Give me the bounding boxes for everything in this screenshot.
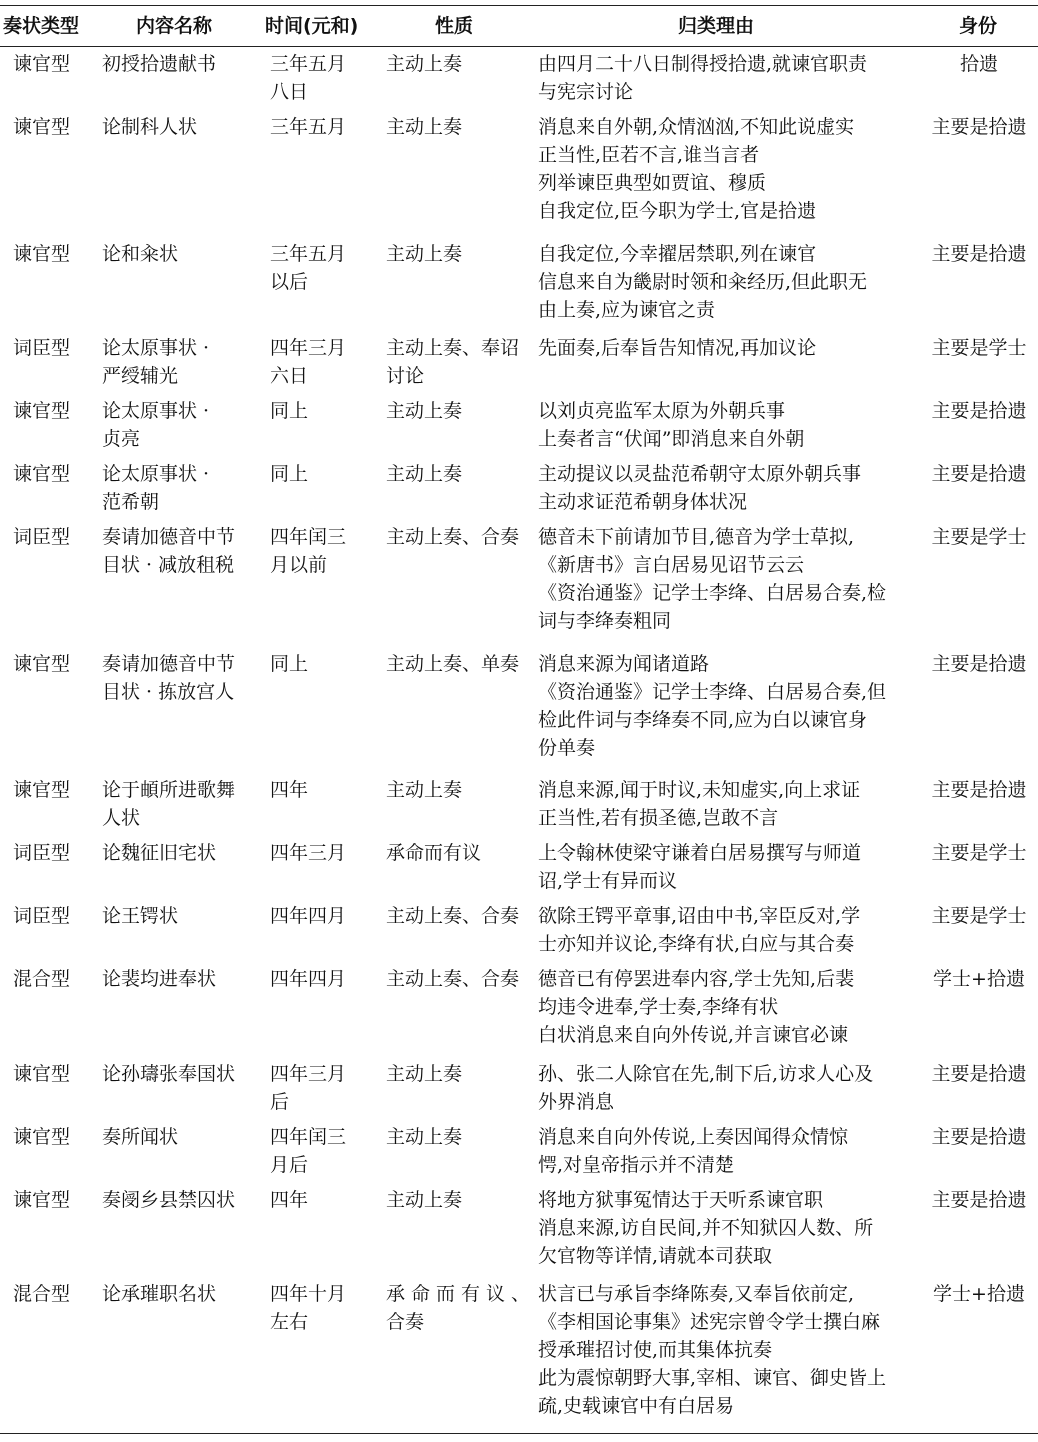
- cell-time: [270, 650, 378, 678]
- cell-role: 主要是拾遗: [931, 1063, 1027, 1085]
- cell-name-line: 论裴均进奉状: [102, 968, 217, 990]
- cell-time-line: 以后: [270, 271, 309, 293]
- cell-time-line: 月后: [270, 1154, 309, 1176]
- cell-reason-line: 与宪宗讨论: [538, 81, 634, 103]
- cell-reason-line: 信息来自为畿尉时领和籴经历,但此职无: [538, 271, 868, 293]
- cell-type: 混合型: [13, 1283, 71, 1305]
- cell-name: [102, 1280, 260, 1308]
- cell-reason: [538, 240, 913, 324]
- cell-reason-line: 检此件词与李绛奏不同,应为白以谏官身: [538, 709, 868, 731]
- cell-type: 谏官型: [13, 463, 71, 485]
- cell-reason-line: 欠官物等详情,请就本司获取: [538, 1245, 773, 1267]
- cell-time-line: 四年四月: [270, 968, 347, 990]
- cell-role: 主要是拾遗: [931, 463, 1027, 485]
- cell-type: 词臣型: [13, 842, 71, 864]
- cell-time-line: 四年: [270, 1189, 309, 1211]
- cell-time-line: 三年五月: [270, 53, 347, 75]
- cell-name: [102, 397, 260, 453]
- cell-nature-line: 讨论: [386, 365, 425, 387]
- cell-time-line: 四年三月: [270, 1063, 347, 1085]
- cell-name: [102, 650, 260, 706]
- cell-reason-line: 《资治通鉴》记学士李绛、白居易合奏,但: [538, 681, 887, 703]
- cell-type: 谏官型: [13, 1126, 71, 1148]
- cell-time-line: 月以前: [270, 554, 328, 576]
- cell-nature-line: 主动上奏: [386, 116, 463, 138]
- cell-role: 拾遗: [959, 53, 998, 75]
- cell-type: 谏官型: [13, 779, 71, 801]
- cell-reason: [538, 1060, 913, 1116]
- cell-type: 混合型: [13, 968, 71, 990]
- cell-time-line: 八日: [270, 81, 309, 103]
- cell-reason: [538, 113, 913, 225]
- cell-reason-line: 词与李绛奏粗同: [538, 610, 672, 632]
- cell-nature-line: 主动上奏、单奏: [386, 653, 520, 675]
- cell-reason-line: 消息来源,访自民间,并不知狱囚人数、所: [538, 1217, 874, 1239]
- cell-name-line: 论于頔所进歌舞: [102, 779, 236, 801]
- cell-nature-line: 承命而有议、: [386, 1283, 537, 1305]
- cell-reason-line: 主动求证范希朝身体状况: [538, 491, 748, 513]
- header-role: 身份: [959, 15, 998, 37]
- cell-time: [270, 397, 378, 425]
- cell-reason-line: 《新唐书》言白居易见诏节云云: [538, 554, 805, 576]
- cell-nature: [386, 965, 528, 993]
- cell-reason: [538, 902, 913, 958]
- cell-name: [102, 460, 260, 516]
- cell-reason-line: 先面奏,后奉旨告知情况,再加议论: [538, 337, 817, 359]
- cell-role: 主要是学士: [931, 842, 1027, 864]
- cell-nature: [386, 50, 528, 78]
- cell-reason-line: 将地方狱事冤情达于天听系谏官职: [538, 1189, 824, 1211]
- cell-time-line: 后: [270, 1091, 290, 1113]
- cell-nature: [386, 397, 528, 425]
- cell-nature-line: 主动上奏: [386, 1189, 463, 1211]
- cell-time: [270, 1123, 378, 1179]
- cell-time-line: 六日: [270, 365, 309, 387]
- header-reason: 归类理由: [678, 15, 755, 37]
- cell-name: [102, 334, 260, 390]
- cell-name-line: 论承璀职名状: [102, 1283, 217, 1305]
- cell-reason-line: 由上奏,应为谏官之责: [538, 299, 716, 321]
- cell-nature-line: 主动上奏、合奏: [386, 968, 520, 990]
- cell-nature: [386, 240, 528, 268]
- cell-name: [102, 839, 260, 867]
- top-rule: [0, 5, 1038, 6]
- cell-name: [102, 240, 260, 268]
- cell-reason-line: 自我定位,臣今职为学士,官是拾遗: [538, 200, 817, 222]
- cell-nature: [386, 650, 528, 678]
- cell-time-line: 四年闰三: [270, 526, 347, 548]
- cell-nature: [386, 460, 528, 488]
- cell-nature-line: 主动上奏: [386, 1126, 463, 1148]
- cell-role: 主要是学士: [931, 905, 1027, 927]
- cell-reason-line: 主动提议以灵盐范希朝守太原外朝兵事: [538, 463, 862, 485]
- cell-nature-line: 主动上奏: [386, 400, 463, 422]
- cell-name: [102, 776, 260, 832]
- cell-reason-line: 上奏者言“伏闻”即消息来自外朝: [538, 428, 805, 450]
- header-type: 奏状类型: [3, 15, 80, 37]
- cell-reason-line: 愕,对皇帝指示并不清楚: [538, 1154, 735, 1176]
- cell-reason-line: 白状消息来自向外传说,并言谏官必谏: [538, 1024, 849, 1046]
- cell-name-line: 目状 · 减放租税: [102, 554, 235, 576]
- cell-time: [270, 965, 378, 993]
- cell-time: [270, 839, 378, 867]
- cell-role: 主要是拾遗: [931, 400, 1027, 422]
- cell-reason-line: 上令翰林使梁守谦着白居易撰写与师道: [538, 842, 862, 864]
- cell-time-line: 四年: [270, 779, 309, 801]
- cell-nature-line: 主动上奏: [386, 1063, 463, 1085]
- cell-reason-line: 份单奏: [538, 737, 596, 759]
- cell-reason-line: 诏,学士有异而议: [538, 870, 678, 892]
- cell-nature-line: 承命而有议: [386, 842, 482, 864]
- cell-reason: [538, 776, 913, 832]
- cell-reason-line: 消息来自外朝,众情汹汹,不知此说虚实: [538, 116, 855, 138]
- cell-role: 主要是拾遗: [931, 653, 1027, 675]
- cell-reason-line: 《资治通鉴》记学士李绛、白居易合奏,检: [538, 582, 887, 604]
- cell-type: 词臣型: [13, 337, 71, 359]
- cell-name-line: 论太原事状 ·: [102, 400, 210, 422]
- bottom-rule: [0, 1433, 1038, 1434]
- cell-role: 主要是拾遗: [931, 116, 1027, 138]
- cell-reason-line: 列举谏臣典型如贾谊、穆质: [538, 172, 767, 194]
- cell-time: [270, 113, 378, 141]
- cell-reason: [538, 397, 913, 453]
- cell-time-line: 四年三月: [270, 842, 347, 864]
- cell-reason-line: 此为震惊朝野大事,宰相、谏官、御史皆上: [538, 1367, 887, 1389]
- cell-nature: [386, 902, 528, 930]
- cell-nature: [386, 839, 528, 867]
- cell-role: 主要是拾遗: [931, 779, 1027, 801]
- cell-name-line: 目状 · 拣放宫人: [102, 681, 235, 703]
- header-name: 内容名称: [136, 15, 213, 37]
- cell-name: [102, 113, 260, 141]
- cell-nature: [386, 1186, 528, 1214]
- cell-name-line: 人状: [102, 807, 141, 829]
- cell-reason: [538, 650, 913, 762]
- cell-name-line: 论孙璹张奉国状: [102, 1063, 236, 1085]
- cell-role: 主要是拾遗: [931, 1189, 1027, 1211]
- cell-name-line: 奏所闻状: [102, 1126, 179, 1148]
- cell-time-line: 四年十月: [270, 1283, 347, 1305]
- cell-name-line: 初授拾遗献书: [102, 53, 217, 75]
- cell-reason-line: 欲除王锷平章事,诏由中书,宰臣反对,学: [538, 905, 861, 927]
- cell-time: [270, 334, 378, 390]
- cell-time-line: 三年五月: [270, 243, 347, 265]
- header-nature: 性质: [435, 15, 474, 37]
- cell-reason-line: 正当性,若有损圣德,岂敢不言: [538, 807, 779, 829]
- cell-name-line: 范希朝: [102, 491, 160, 513]
- cell-type: 词臣型: [13, 905, 71, 927]
- cell-nature-line: 主动上奏: [386, 463, 463, 485]
- cell-type: 谏官型: [13, 243, 71, 265]
- cell-nature: [386, 523, 528, 551]
- cell-reason: [538, 965, 913, 1049]
- cell-name-line: 论魏征旧宅状: [102, 842, 217, 864]
- cell-role: 主要是拾遗: [931, 1126, 1027, 1148]
- cell-time: [270, 1186, 378, 1214]
- cell-name-line: 论王锷状: [102, 905, 179, 927]
- cell-reason: [538, 1123, 913, 1179]
- cell-reason: [538, 1280, 913, 1420]
- cell-reason-line: 消息来源,闻于时议,未知虚实,向上求证: [538, 779, 861, 801]
- cell-nature-line: 主动上奏、合奏: [386, 526, 520, 548]
- cell-role: 学士+拾遗: [933, 1283, 1025, 1305]
- cell-role: 主要是拾遗: [931, 243, 1027, 265]
- cell-reason-line: 授承璀招讨使,而其集体抗奏: [538, 1339, 773, 1361]
- cell-type: 谏官型: [13, 653, 71, 675]
- cell-role: 主要是学士: [931, 337, 1027, 359]
- cell-time-line: 同上: [270, 463, 309, 485]
- cell-reason-line: 德音未下前请加节目,德音为学士草拟,: [538, 526, 855, 548]
- cell-name-line: 论和籴状: [102, 243, 179, 265]
- cell-time-line: 左右: [270, 1311, 309, 1333]
- cell-nature-line: 主动上奏: [386, 53, 463, 75]
- cell-nature: [386, 1123, 528, 1151]
- cell-name-line: 贞亮: [102, 428, 141, 450]
- cell-reason-line: 以刘贞亮监军太原为外朝兵事: [538, 400, 786, 422]
- cell-reason-line: 均违令进奉,学士奏,李绛有状: [538, 996, 779, 1018]
- cell-nature: [386, 1280, 537, 1336]
- cell-type: 谏官型: [13, 400, 71, 422]
- cell-time-line: 四年闰三: [270, 1126, 347, 1148]
- cell-time: [270, 460, 378, 488]
- cell-reason: [538, 460, 913, 516]
- cell-nature: [386, 334, 528, 390]
- cell-time: [270, 902, 378, 930]
- cell-reason-line: 《李相国论事集》述宪宗曾令学士撰白麻: [538, 1311, 881, 1333]
- cell-time-line: 四年四月: [270, 905, 347, 927]
- cell-nature-line: 主动上奏、合奏: [386, 905, 520, 927]
- cell-name: [102, 523, 260, 579]
- cell-reason-line: 由四月二十八日制得授拾遗,就谏官职责: [538, 53, 868, 75]
- cell-nature-line: 主动上奏: [386, 779, 463, 801]
- cell-name: [102, 1123, 260, 1151]
- cell-name: [102, 965, 260, 993]
- cell-name-line: 奏请加德音中节: [102, 526, 236, 548]
- cell-reason-line: 孙、张二人除官在先,制下后,访求人心及: [538, 1063, 874, 1085]
- cell-name-line: 严绶辅光: [102, 365, 179, 387]
- cell-type: 谏官型: [13, 53, 71, 75]
- cell-reason-line: 消息来自向外传说,上奏因闻得众情惊: [538, 1126, 849, 1148]
- cell-time-line: 四年三月: [270, 337, 347, 359]
- cell-time: [270, 523, 378, 579]
- cell-name: [102, 1060, 260, 1088]
- cell-reason-line: 正当性,臣若不言,谁当言者: [538, 144, 760, 166]
- cell-nature-line: 合奏: [386, 1311, 425, 1333]
- cell-type: 谏官型: [13, 1189, 71, 1211]
- cell-time: [270, 50, 378, 106]
- cell-time: [270, 1280, 378, 1336]
- cell-time: [270, 776, 378, 804]
- cell-role: 学士+拾遗: [933, 968, 1025, 990]
- cell-nature-line: 主动上奏: [386, 243, 463, 265]
- cell-reason: [538, 50, 913, 106]
- cell-time: [270, 1060, 378, 1116]
- cell-reason-line: 外界消息: [538, 1091, 615, 1113]
- cell-name-line: 奏阌乡县禁囚状: [102, 1189, 236, 1211]
- cell-reason-line: 德音已有停罢进奉内容,学士先知,后裴: [538, 968, 855, 990]
- cell-reason: [538, 1186, 913, 1270]
- cell-name: [102, 902, 260, 930]
- cell-nature-line: 主动上奏、奉诏: [386, 337, 520, 359]
- cell-reason: [538, 523, 913, 635]
- cell-reason-line: 状言已与承旨李绛陈奏,又奉旨依前定,: [538, 1283, 855, 1305]
- cell-type: 谏官型: [13, 1063, 71, 1085]
- cell-type: 词臣型: [13, 526, 71, 548]
- cell-time-line: 同上: [270, 400, 309, 422]
- cell-name-line: 论太原事状 ·: [102, 337, 210, 359]
- cell-time-line: 三年五月: [270, 116, 347, 138]
- cell-name-line: 论太原事状 ·: [102, 463, 210, 485]
- header-time: 时间(元和): [265, 15, 359, 37]
- cell-role: 主要是学士: [931, 526, 1027, 548]
- cell-name-line: 奏请加德音中节: [102, 653, 236, 675]
- cell-reason-line: 消息来源为闻诸道路: [538, 653, 710, 675]
- header-rule: [0, 46, 1038, 47]
- cell-reason: [538, 839, 913, 895]
- cell-name-line: 论制科人状: [102, 116, 198, 138]
- cell-type: 谏官型: [13, 116, 71, 138]
- cell-time: [270, 240, 378, 296]
- cell-nature: [386, 113, 528, 141]
- cell-reason-line: 士亦知并议论,李绛有状,白应与其合奏: [538, 933, 855, 955]
- cell-nature: [386, 776, 528, 804]
- cell-reason-line: 疏,史载谏官中有白居易: [538, 1395, 735, 1417]
- cell-name: [102, 1186, 260, 1214]
- cell-reason: [538, 334, 913, 362]
- cell-nature: [386, 1060, 528, 1088]
- cell-name: [102, 50, 260, 78]
- cell-reason-line: 自我定位,今幸擢居禁职,列在谏官: [538, 243, 817, 265]
- cell-time-line: 同上: [270, 653, 309, 675]
